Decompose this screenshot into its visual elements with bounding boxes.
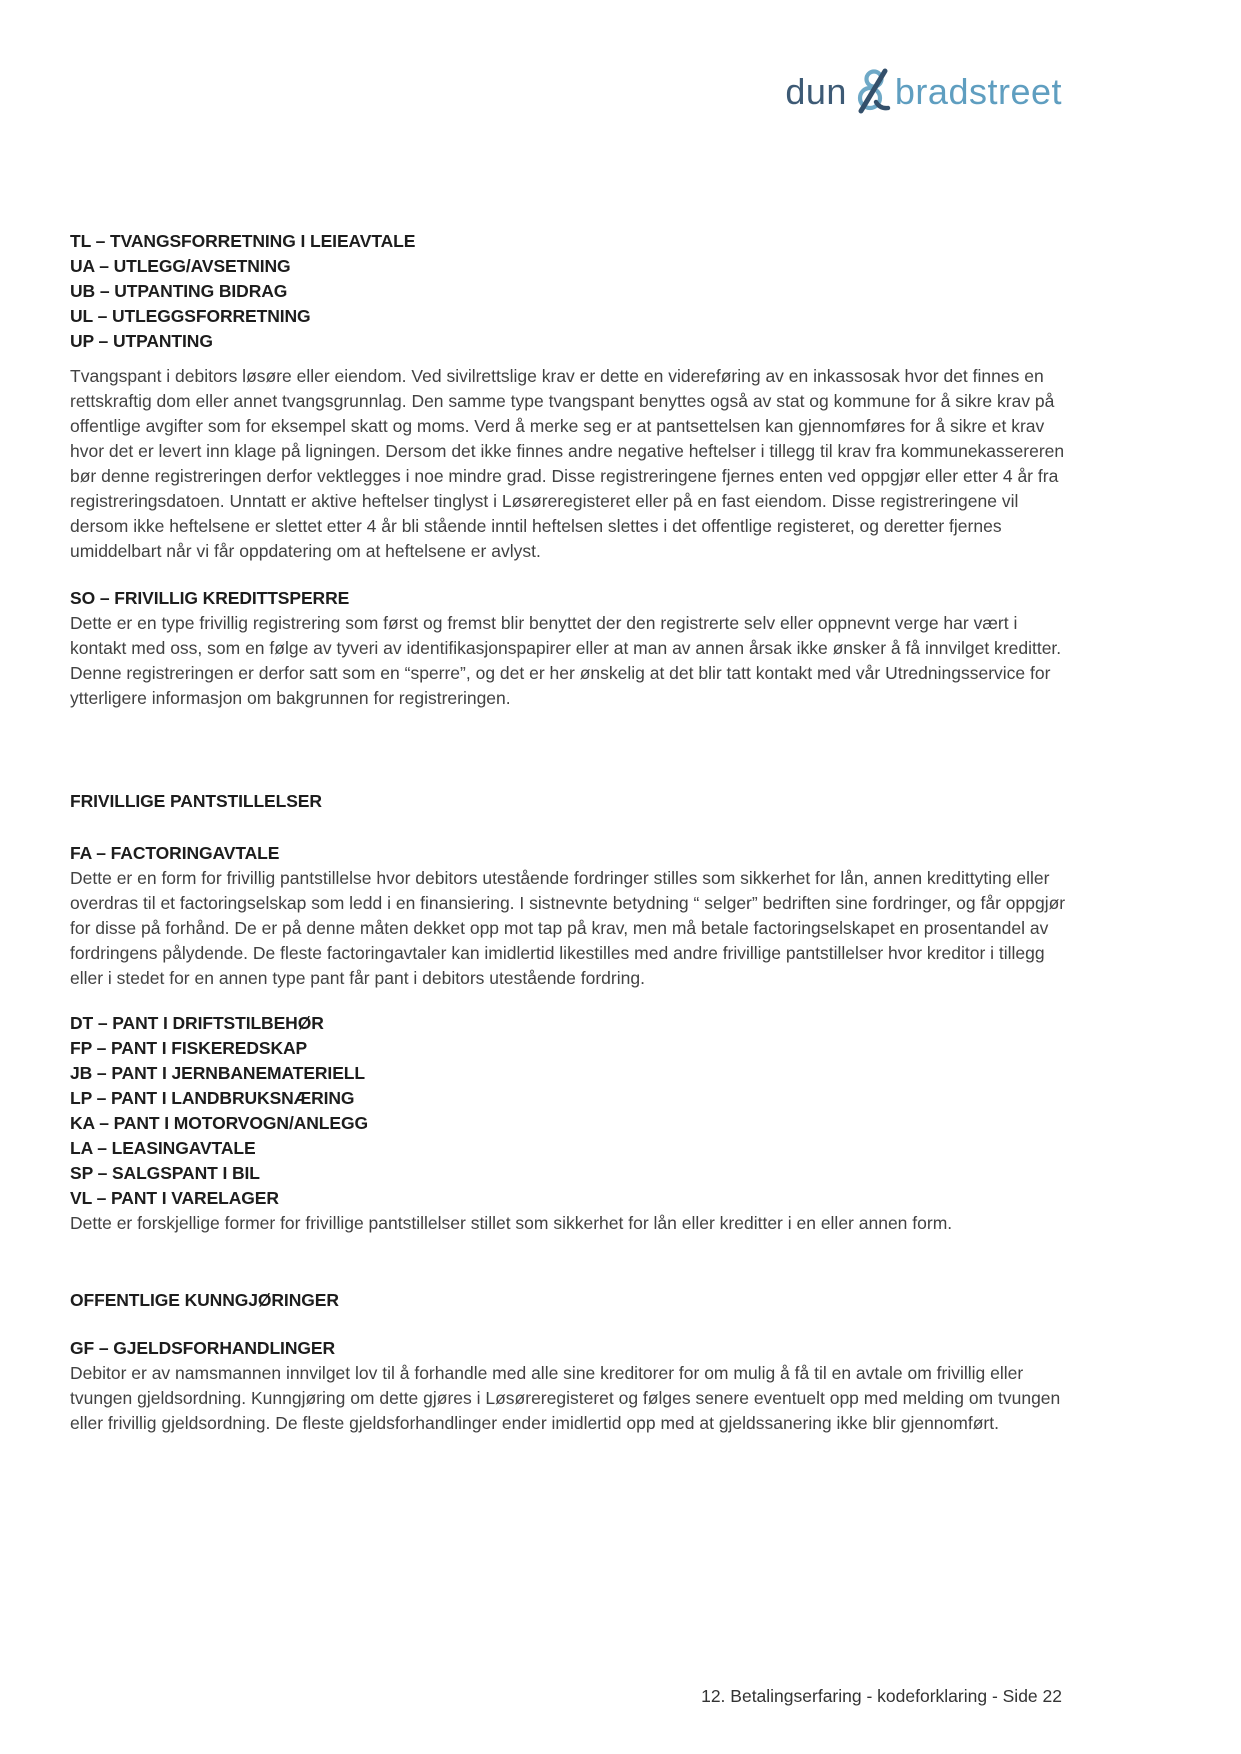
code-line-ua: UA – UTLEGG/AVSETNING [70,256,291,276]
code-line-up: UP – UTPANTING [70,331,213,351]
heading-gf: GF – GJELDSFORHANDLINGER [70,1338,335,1358]
heading-so: SO – FRIVILLIG KREDITTSPERRE [70,588,350,608]
paragraph-enforcement: Tvangspant i debitors løsøre eller eiendom. Ved sivilrettslige krav er dette en videreføring av en inkassosak hvor det finnes en rettskraftig dom eller annet tvangsgrunnlag. Den samme type tvangspant benyttes også av stat og kommune for å sikre krav på offentlige avgifter som for eksempel skatt og moms. Verd å merke seg er at pantsettelsen kan gjennomføres for å sikre et krav hvor det er levert inn klage på ligningen. Dersom det ikke finnes andre negative heftelser i tillegg til krav fra kommunekassereren bør denne registreringen derfor vektlegges i noe mindre grad. Disse registreringene fjernes enten ved oppgjør eller etter 4 år fra registreringsdatoen. Unntatt er aktive heftelser tinglyst i Løsøreregisteret eller på en fast eiendom. Disse registreringene vil dersom ikke heftelsene er slettet etter 4 år bli stående inntil heftelsen slettes i det offentlige registeret, og deretter fjernes umiddelbart når vi får oppdatering om at heftelsene er avlyst. [70,366,1065,561]
code-line-ub: UB – UTPANTING BIDRAG [70,281,288,301]
logo-text-bradstreet: bradstreet [894,71,1062,112]
code-line-jb: JB – PANT I JERNBANEMATERIELL [70,1063,365,1083]
code-line-ka: KA – PANT I MOTORVOGN/ANLEGG [70,1113,368,1133]
code-line-vl: VL – PANT I VARELAGER [70,1188,279,1208]
code-line-ul: UL – UTLEGGSFORRETNING [70,306,311,326]
heading-fa: FA – FACTORINGAVTALE [70,843,280,863]
heading-frivillige-pantstillelser: FRIVILLIGE PANTSTILLELSER [70,791,322,811]
section-enforcement-codes [70,229,1070,564]
paragraph-so: Dette er en type frivillig registrering som først og fremst blir benyttet der den registrerte selv eller oppnevnt verge har vært i kontakt med oss, som en følge av tyveri av identifikasjonspapirer eller at man av annen årsak ikke ønsker å få innvilget kreditter. Denne registreringen er derfor satt som en “sperre”, og det er her ønskelig at det blir tatt kontakt med vår Utredningsservice for ytterligere informasjon om bakgrunnen for registreringen. [70,613,1062,708]
paragraph-fa: Dette er en form for frivillig pantstillelse hvor debitors utestående fordringer stilles som sikkerhet for lån, annen kredittyting eller overdras til et factoringselskap som ledd i en finansiering. I sistnevnte betydning “ selger” bedriften sine fordringer, og får oppgjør for disse på forhånd. De er på denne måten dekket opp mot tap på krav, men må betale factoringselskapet en prosentandel av fordringens pålydende. De fleste factoringavtaler kan imidlertid likestilles med andre frivillige pantstillelser hvor kreditor i tillegg eller i stedet for en annen type pant får pant i debitors utestående fordring. [70,868,1066,988]
section-voluntary-pledge-codes [70,1011,1070,1236]
section-fa-factoring [70,841,1070,991]
code-line-la: LA – LEASINGAVTALE [70,1138,256,1158]
logo-text-dun: dun [785,71,847,112]
document-content [70,0,1070,1436]
heading-offentlige-kunngjoringer: OFFENTLIGE KUNNGJØRINGER [70,1290,339,1310]
section-so-credit-block [70,586,1070,711]
code-line-tl: TL – TVANGSFORRETNING I LEIEAVTALE [70,231,416,251]
page-footer: 12. Betalingserfaring - kodeforklaring - Side 22 [701,1686,1062,1706]
code-line-fp: FP – PANT I FISKEREDSKAP [70,1038,308,1058]
paragraph-voluntary-pledges: Dette er forskjellige former for frivillige pantstillelser stillet som sikkerhet for lån eller kreditter i en eller annen form. [70,1213,953,1233]
code-line-dt: DT – PANT I DRIFTSTILBEHØR [70,1013,324,1033]
code-line-sp: SP – SALGSPANT I BIL [70,1163,260,1183]
section-gf-debt-negotiations [70,1336,1070,1436]
paragraph-gf: Debitor er av namsmannen innvilget lov til å forhandle med alle sine kreditorer for om mulig å få til en avtale om frivillig eller tvungen gjeldsordning. Kunngjøring om dette gjøres i Løsøreregisteret og følges senere eventuelt opp med melding om tvungen eller frivillig gjeldsordning. De fleste gjeldsforhandlinger ender imidlertid opp med at gjeldssanering ikke blir gjennomført. [70,1363,1061,1433]
code-line-lp: LP – PANT I LANDBRUKSNÆRING [70,1088,355,1108]
